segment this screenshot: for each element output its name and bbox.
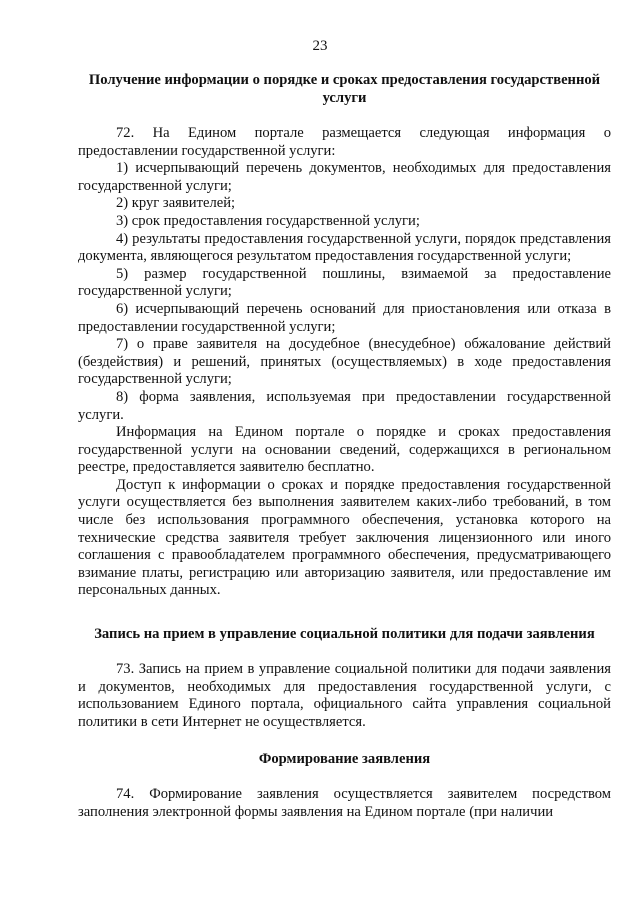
section-heading-info: Получение информации о порядке и сроках предоставления государственной услуги xyxy=(88,72,601,106)
paragraph: 73. Запись на прием в управление социальной политики для подачи заявления и документов, необходимых для предоставления государственной услуги, с использованием Единого портала, официального сайта управления социальной политики в сети Интернет не осуществляется. xyxy=(78,661,611,730)
paragraph: 74. Формирование заявления осуществляется заявителем посредством заполнения электронной формы заявления на Едином портале (при наличии xyxy=(78,786,611,820)
section-body-appointment xyxy=(78,661,611,731)
list-item: 8) форма заявления, используемая при предоставлении государственной услуги. xyxy=(78,388,611,423)
list-item: 4) результаты предоставления государственной услуги, порядок представления документа, являющегося результатом предоставления государственной услуги; xyxy=(78,230,611,265)
paragraph: Информация на Едином портале о порядке и сроках предоставления государственной услуги на основании сведений, содержащихся в региональном реестре, предоставляется заявителю бесплатно. xyxy=(78,424,611,476)
list-item: 3) срок предоставления государственной услуги; xyxy=(116,212,420,229)
list-item: 7) о праве заявителя на досудебное (внесудебное) обжалование действий (бездействия) и решений, принятых (осуществляемых) в ходе предоставления государственной услуги; xyxy=(78,336,611,388)
list-item: 1) исчерпывающий перечень документов, необходимых для предоставления государственной услуги; xyxy=(78,160,611,194)
section-heading-form: Формирование заявления xyxy=(258,751,431,767)
paragraph: Доступ к информации о сроках и порядке предоставления государственной услуги осуществляется без выполнения заявителем каких-либо требований, в том числе без использования программного обеспечения, установка которого на технические средства заявителя требует заключения лицензионного или иного соглашения с правообладателем программного обеспечения, предусматривающего взимание платы, регистрацию или авторизацию заявителя, или предоставление им персональных данных. xyxy=(78,476,611,599)
section-heading-appointment: Запись на прием в управление социальной политики для подачи заявления xyxy=(94,626,595,642)
section-body-form xyxy=(78,786,611,821)
list-item: 6) исчерпывающий перечень оснований для приостановления или отказа в предоставлении государственной услуги; xyxy=(78,300,611,335)
page-number: 23 xyxy=(312,38,328,54)
section-body-info xyxy=(78,125,611,600)
list-item: 5) размер государственной пошлины, взимаемой за предоставление государственной услуги; xyxy=(78,265,611,300)
list-item: 2) круг заявителей; xyxy=(116,195,236,212)
paragraph: 72. На Едином портале размещается следующая информация о предоставлении государственной услуги: xyxy=(78,125,611,159)
